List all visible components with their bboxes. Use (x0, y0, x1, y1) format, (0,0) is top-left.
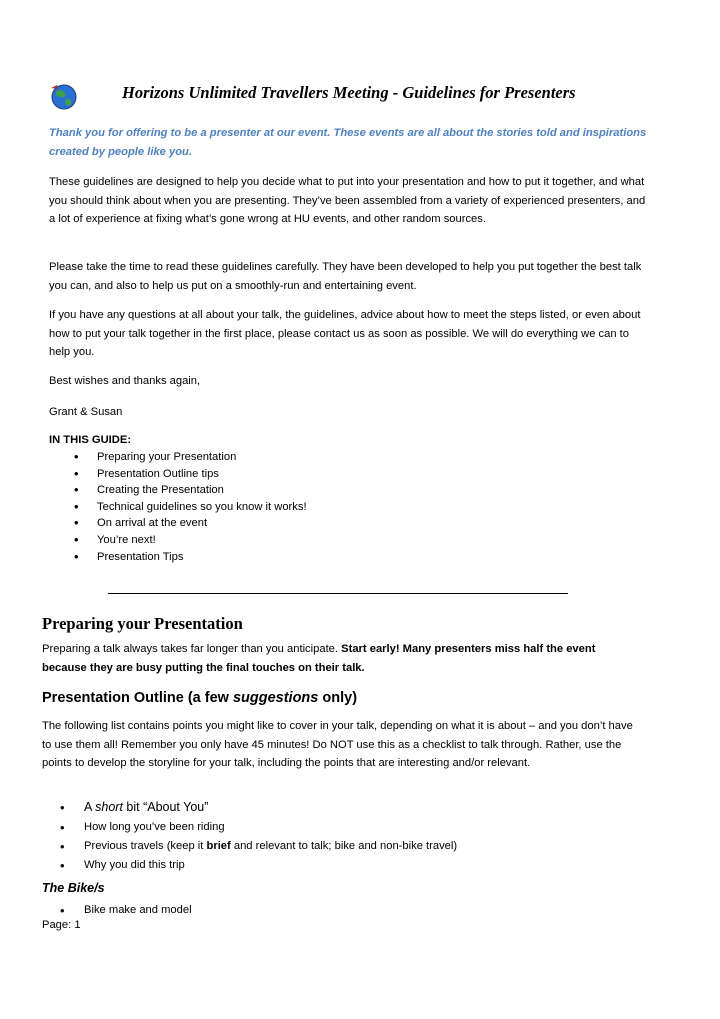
globe-logo-icon (47, 80, 79, 112)
bike-list (42, 902, 192, 919)
intro-text: Thank you for offering to be a presenter at our event. These events are all about the stories told and inspirations created by people like you. (49, 127, 647, 158)
preparing-text: Preparing a talk always takes far longer than you anticipate. (42, 643, 342, 655)
paragraph-read-carefully: Please take the time to read these guidelines carefully. They have been developed to help you put together the best talk you can, and also to help us put on a smoothly-run and entertaining event. (49, 261, 642, 292)
list-item: • Presentation Outline tips (49, 466, 307, 483)
paragraph-signature: Grant & Susan (49, 406, 123, 418)
list-item: • A short bit “About You” (42, 797, 457, 818)
paragraph-questions: If you have any questions at all about your talk, the guidelines, advice about how to meet the steps listed, or even about how to put your talk together in the first place, please contact us as soon as possible. We will do everything we can to help you. (49, 309, 641, 358)
guide-heading: IN THIS GUIDE: (49, 434, 132, 446)
list-item: • You’re next! (49, 532, 307, 549)
preparing-paragraph (42, 640, 642, 677)
preparing-bold-text: Start early! Many presenters miss half the event because they are busy putting the final touches on their talk. (42, 643, 596, 674)
list-item: • Preparing your Presentation (49, 449, 307, 466)
paragraph-best-wishes: Best wishes and thanks again, (49, 375, 201, 387)
list-item: • Creating the Presentation (49, 482, 307, 499)
paragraph-purpose: These guidelines are designed to help you decide what to put into your presentation and how to put it together, and what you should think about when you are presenting. They’ve been assembled from a variety of experienced presenters, and a lot of experience at fixing what’s gone wrong at HU events, and other random sources. (49, 176, 646, 225)
bike-heading: The Bike/s (42, 881, 105, 895)
document-title: Horizons Unlimited Travellers Meeting - Guidelines for Presenters (122, 83, 576, 102)
list-item: • Bike make and model (42, 902, 192, 919)
preparing-heading: Preparing your Presentation (42, 614, 243, 633)
list-item: • Why you did this trip (42, 856, 457, 875)
list-item: • Presentation Tips (49, 549, 307, 566)
list-item: • Previous travels (keep it brief and relevant to talk; bike and non-bike travel) (42, 837, 457, 856)
list-item: • How long you’ve been riding (42, 818, 457, 837)
list-item: • On arrival at the event (49, 515, 307, 532)
guide-list (49, 449, 307, 565)
outline-paragraph: The following list contains points you might like to cover in your talk, depending on what it is about – and you don’t have to use them all! Remember you only have 45 minutes! Do NOT use this as a checklist to talk through. Rather, use the points to develop the storyline for your talk, including the points that are interesting and/or relevant. (42, 720, 633, 769)
page-number: Page: 1 (42, 919, 81, 931)
outline-heading: Presentation Outline (a few suggestions only) (42, 690, 358, 706)
section-divider (108, 593, 568, 594)
list-item: • Technical guidelines so you know it works! (49, 499, 307, 516)
outline-list (42, 797, 457, 875)
